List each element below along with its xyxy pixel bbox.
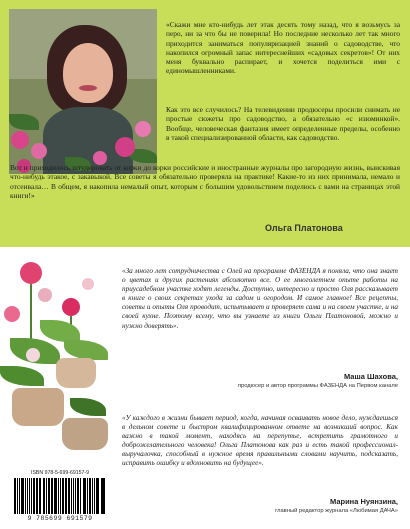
- review-signature-masha: Маша Шахова,: [343, 372, 398, 381]
- barcode-bar: [58, 478, 59, 514]
- isbn-barcode: [8, 470, 112, 524]
- author-quote-part2: Как это все случилось? На телевидении продюсеры просили снимать не простые сюжеты про садоводство, а обязательно «с изюминкой». Вообще, человеческая фантазия имеет определенные пределы, особенно в такой специализированной области, как садоводство.: [166, 105, 400, 142]
- barcode-bar: [75, 478, 76, 514]
- barcode-bar: [46, 478, 47, 514]
- author-photo: [9, 9, 157, 174]
- barcode-bar: [96, 478, 97, 514]
- barcode-bar: [39, 478, 40, 514]
- review-role-marina: главный редактор журнала «Любимая ДАЧА»: [275, 508, 398, 514]
- barcode-bar: [22, 478, 24, 514]
- barcode-bar: [78, 478, 79, 514]
- barcode-bar: [21, 478, 22, 514]
- barcode-bar: [15, 478, 16, 514]
- author-signature: Ольга Платонова: [265, 223, 343, 233]
- barcode-bar: [68, 478, 69, 514]
- barcode-bar: [34, 478, 35, 514]
- author-quote-part1: «Скажи мне кто-нибудь лет этак десять тому назад, что я возьмусь за перо, ни за что бы не поверила! Но последние несколько лет так много приходится заниматься популяризацией знаний о садоводстве, что накопился огромный запас интереснейших «садовых секретов»! От них меня буквально распирает, и хочется поделиться ими с единомышленниками.: [166, 20, 400, 76]
- barcode-bar: [69, 478, 70, 514]
- barcode-bar: [80, 478, 81, 514]
- barcode-bars: [14, 478, 106, 514]
- barcode-bar: [92, 478, 93, 514]
- isbn-label: ISBN 978-5-699-69157-9: [31, 470, 89, 476]
- barcode-bar: [62, 478, 63, 514]
- barcode-bar: [85, 478, 86, 514]
- author-quote-part3: Вот и приходилось штудировать от корки до корки российские и иностранные журналы про загородную жизнь, выискивая что-нибудь этакое, с закавыкой. Все советы я обязательно проверяла на практике! Какие-то из них принимала, немало и отсеивала… В общем, я накопила немалый опыт, которым с большим удовольствием поделюсь с вами на страницах этой книги!»: [10, 163, 400, 200]
- review-quote-marina: «У каждого в жизни бывает период, когда, начиная осваивать новое дело, нуждаешься в дельном совете и быстром квалифицированном ответе на возникший вопрос. Как важно в такой момент, находясь на перепутье, встретить грамотного и доброжелательного человека! Ольга Платонова как раз и есть такой профессионал-выручалочка, способный в нужное время правильными словами научить, подсказать, исправить ошибку и вдохновить на будущее».: [122, 414, 398, 468]
- review-quote-masha: «За много лет сотрудничества с Олей на программе ФАЗЕНДА я поняла, что она знает о цветах и других растениях абсолютно все. О ее многолетнем опыте работы на приусадебном участке ходят легенды. Доступно, интересно и просто Оля рассказывает в книге о своих секретах ухода за садом и огородом. И самое главное! Все рецепты, советы и опыты Оля проводит, испытывает и проверяет сама и на своем участке, и на своей кухне. Поэтому всему, что вы узнаете из книги Ольги Платоновой, можно и нужно доверять».: [122, 267, 398, 330]
- barcode-bar: [17, 478, 18, 514]
- barcode-bar: [102, 478, 103, 514]
- barcode-bar: [90, 478, 91, 514]
- barcode-bar: [103, 478, 104, 514]
- barcode-bar: [87, 478, 88, 514]
- barcode-bar: [56, 478, 57, 514]
- barcode-digits: 9 785699 691579: [27, 515, 93, 522]
- barcode-bar: [44, 478, 45, 514]
- barcode-bar: [49, 478, 50, 514]
- garden-pots-illustration: [0, 258, 118, 463]
- barcode-bar: [51, 478, 53, 514]
- review-signature-marina: Марина Нуянзина,: [329, 497, 398, 506]
- barcode-bar: [97, 478, 99, 514]
- barcode-bar: [73, 478, 74, 514]
- barcode-bar: [40, 478, 41, 514]
- barcode-bar: [33, 478, 34, 514]
- barcode-bar: [63, 478, 64, 514]
- review-role-masha: продюсер и автор программы ФАЗЕНДА на Первом канале: [237, 383, 398, 389]
- barcode-bar: [27, 478, 28, 514]
- barcode-bar: [29, 478, 30, 514]
